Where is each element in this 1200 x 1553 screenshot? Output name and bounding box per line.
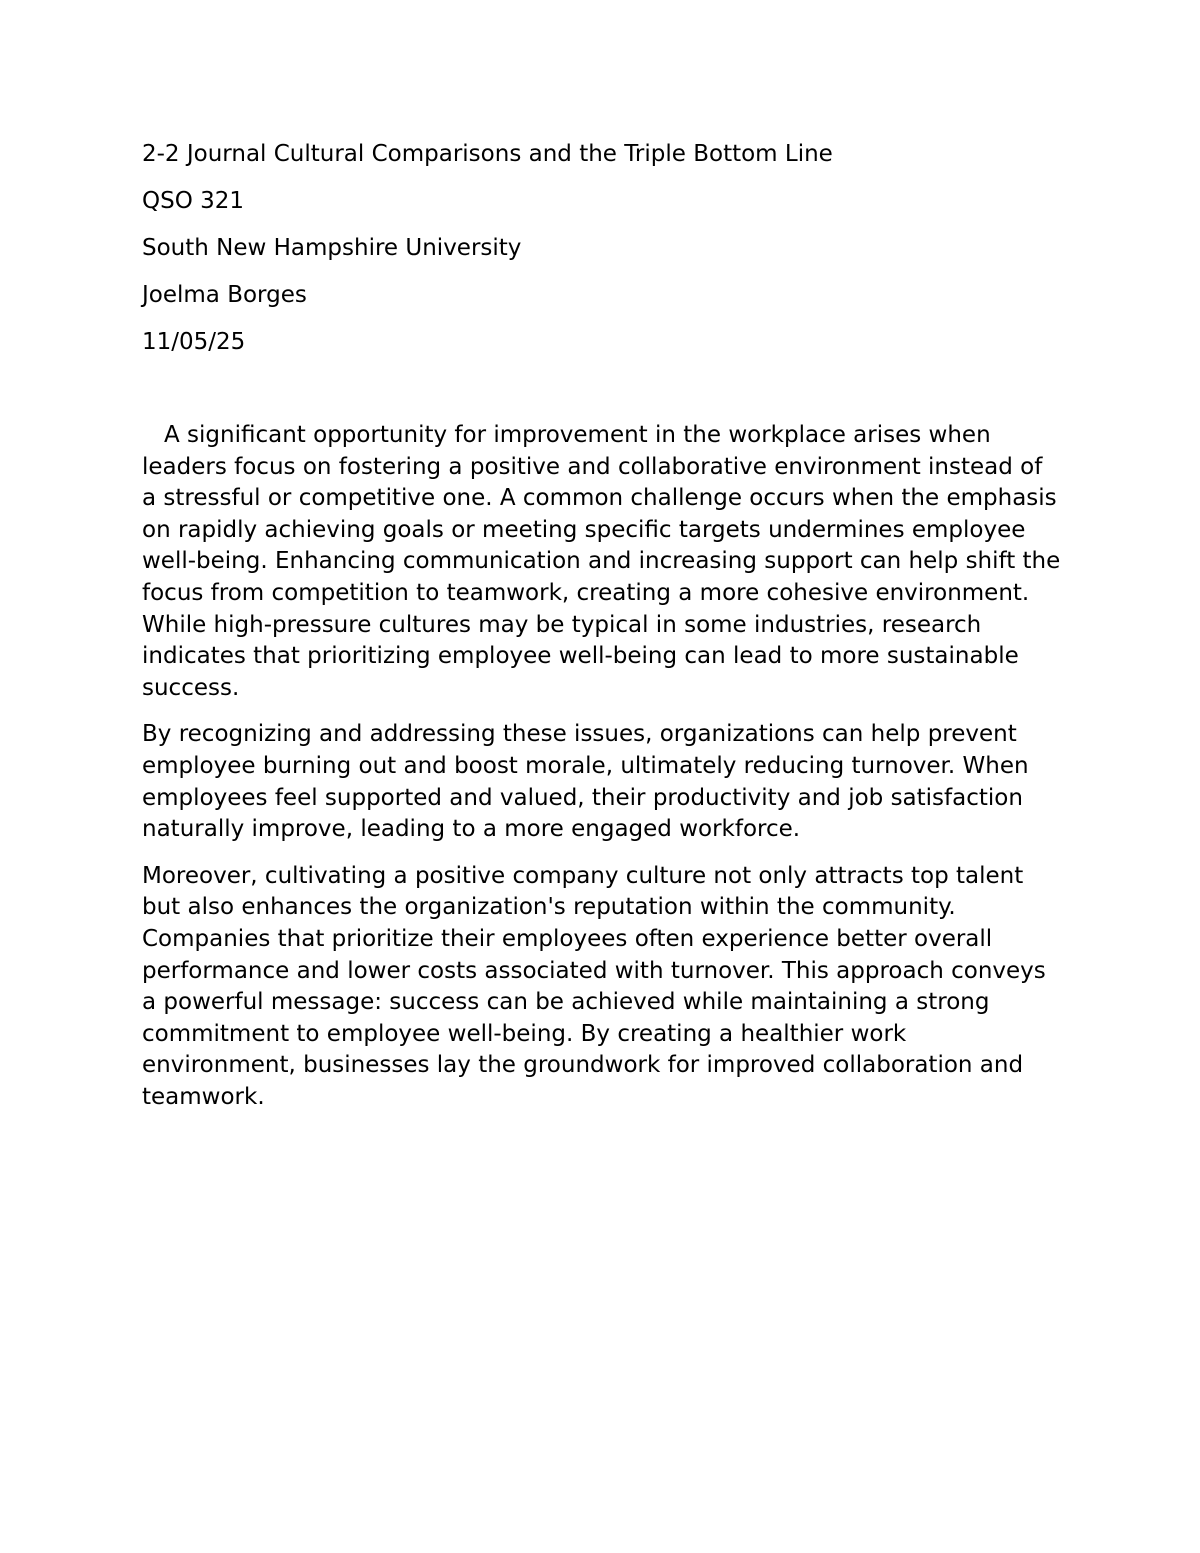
spacer [142, 373, 1062, 420]
author-name: Joelma Borges [142, 282, 307, 308]
document-date: 11/05/25 [142, 329, 246, 355]
document-title: 2-2 Journal Cultural Comparisons and the Triple Bottom Line [142, 141, 833, 167]
document-content [142, 138, 1062, 1128]
body-paragraph-3: Moreover, cultivating a positive company culture not only attracts top talent but also enhances the organization's reputation within the community. Companies that prioritize their employees often experience better overall performance and lower costs associated with turnover. This approach conveys a powerful message: success can be achieved while maintaining a strong commitment to employee well-being. By creating a healthier work environment, businesses lay the groundwork for improved collaboration and teamwork. [142, 862, 1046, 1110]
body-paragraph-1: A significant opportunity for improvement in the workplace arises when leaders focus on fostering a positive and collaborative environment instead of a stressful or competitive one. A common challenge occurs when the emphasis on rapidly achieving goals or meeting specific targets undermines employee well-being. Enhancing communication and increasing support can help shift the focus from competition to teamwork, creating a more cohesive environment. While high-pressure cultures may be typical in some industries, research indicates that prioritizing employee well-being can lead to more sustainable success. [142, 422, 1061, 701]
university-name: South New Hampshire University [142, 235, 522, 261]
body-paragraph-2: By recognizing and addressing these issues, organizations can help prevent employee burning out and boost morale, ultimately reducing turnover. When employees feel supported and valued, their productivity and job satisfaction naturally improve, leading to a more engaged workforce. [142, 721, 1029, 843]
course-code: QSO 321 [142, 188, 245, 214]
